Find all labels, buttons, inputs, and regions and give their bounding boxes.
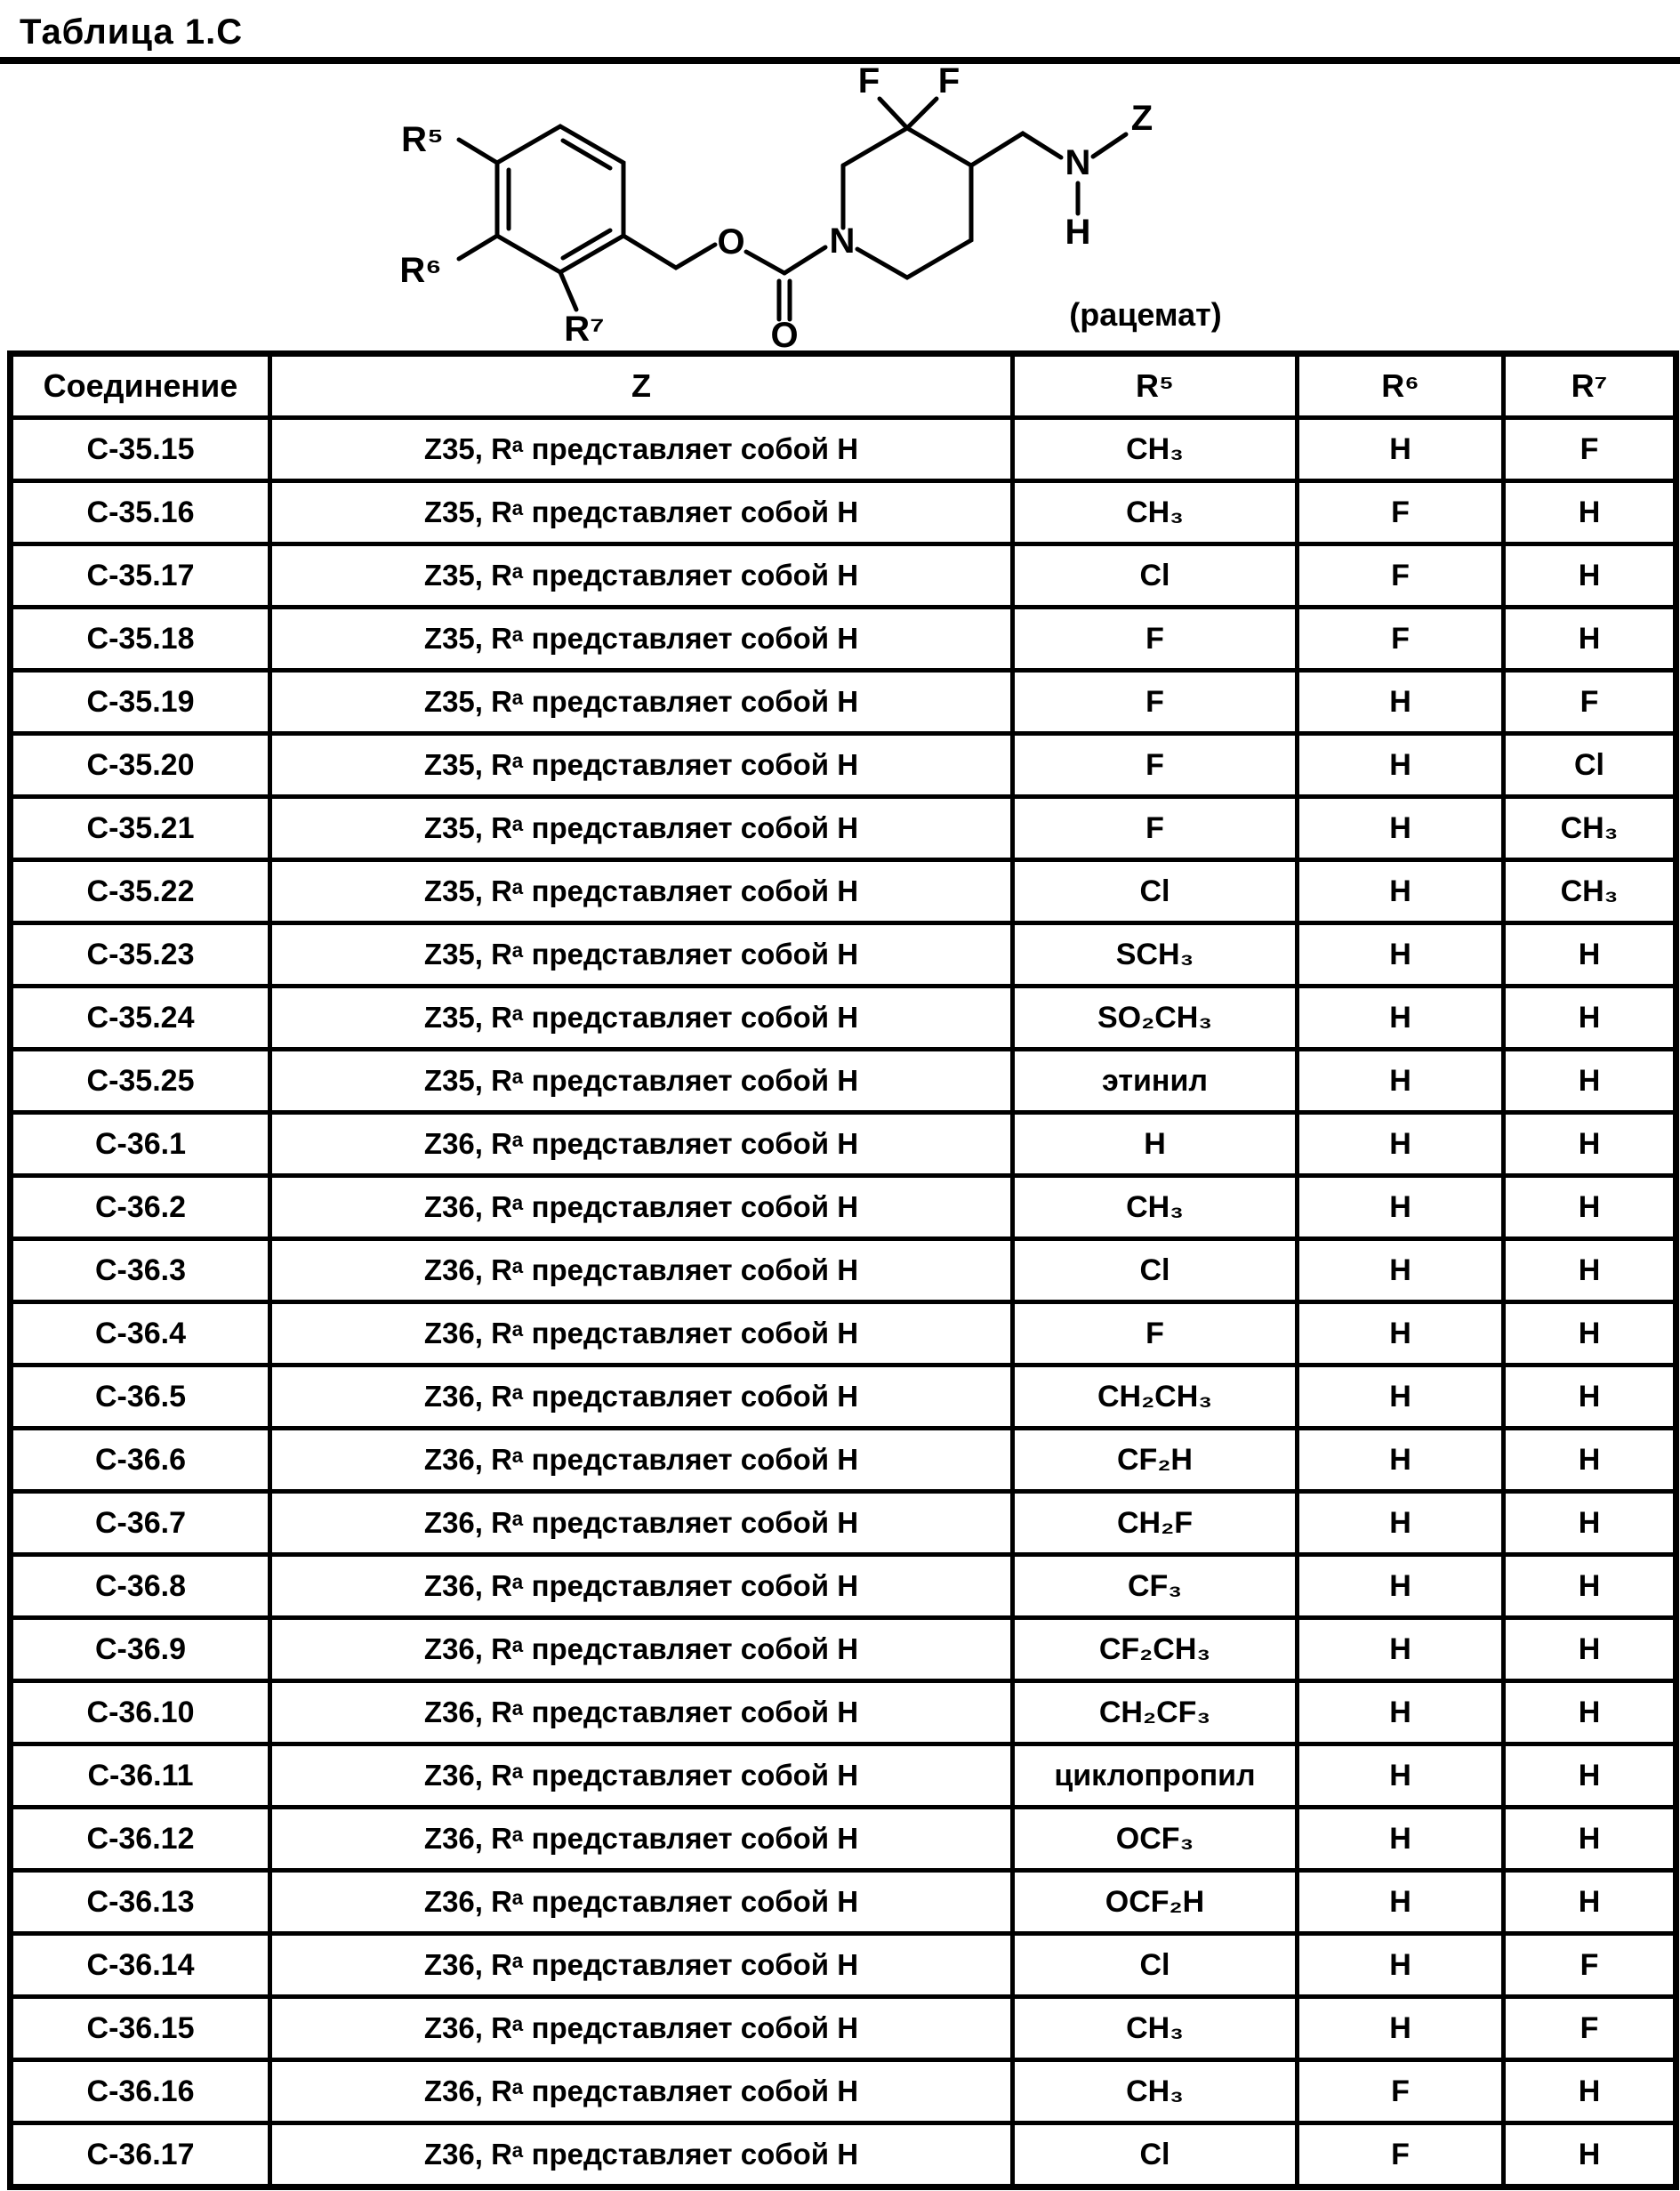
header-r7: R⁷ (1504, 354, 1676, 418)
f-left-label: F (857, 66, 880, 101)
cell-compound: C-36.2 (11, 1176, 270, 1239)
cell-r5: Cl (1013, 2123, 1298, 2187)
cell-z: Z35, Rᵃ представляет собой H (270, 734, 1013, 797)
cell-r7: F (1504, 1934, 1676, 1997)
structure-label-r7: R⁷ (564, 310, 605, 349)
cell-compound: C-35.19 (11, 671, 270, 734)
cell-r5: Cl (1013, 1934, 1298, 1997)
cell-r7: CH₃ (1504, 860, 1676, 923)
cell-z: Z36, Rᵃ представляет собой H (270, 1176, 1013, 1239)
cell-compound: C-36.8 (11, 1555, 270, 1618)
cell-compound: C-36.12 (11, 1808, 270, 1871)
cell-r7: H (1504, 1681, 1676, 1744)
cell-r7: H (1504, 1618, 1676, 1681)
cell-compound: C-36.4 (11, 1302, 270, 1365)
cell-r7: H (1504, 1302, 1676, 1365)
table-row (11, 1113, 1676, 1176)
cell-z: Z35, Rᵃ представляет собой H (270, 797, 1013, 860)
cell-r6: H (1298, 1492, 1504, 1555)
cell-compound: C-36.17 (11, 2123, 270, 2187)
cell-r7: H (1504, 1555, 1676, 1618)
cell-z: Z36, Rᵃ представляет собой H (270, 1934, 1013, 1997)
table-row (11, 1050, 1676, 1113)
cell-compound: C-35.22 (11, 860, 270, 923)
cell-compound: C-36.5 (11, 1365, 270, 1429)
cell-r7: H (1504, 1239, 1676, 1302)
structure-label-r6: R⁶ (399, 251, 442, 290)
cell-compound: C-36.1 (11, 1113, 270, 1176)
cell-compound: C-36.3 (11, 1239, 270, 1302)
benzylic-bond (623, 236, 715, 268)
benzene-double-bond-1 (563, 141, 610, 168)
cell-r6: H (1298, 418, 1504, 481)
cell-r7: H (1504, 1365, 1676, 1429)
cell-r6: F (1298, 481, 1504, 544)
cell-r7: H (1504, 481, 1676, 544)
cell-r7: H (1504, 1113, 1676, 1176)
cell-z: Z35, Rᵃ представляет собой H (270, 987, 1013, 1050)
cell-compound: C-36.11 (11, 1744, 270, 1808)
table-row (11, 1618, 1676, 1681)
cell-r6: H (1298, 1871, 1504, 1934)
cell-r6: H (1298, 1429, 1504, 1492)
cell-r7: H (1504, 608, 1676, 671)
table-row (11, 923, 1676, 987)
table-row (11, 1934, 1676, 1997)
cell-r5: CF₂CH₃ (1013, 1618, 1298, 1681)
header-r5: R⁵ (1013, 354, 1298, 418)
cell-z: Z36, Rᵃ представляет собой H (270, 1618, 1013, 1681)
z-bond (1093, 134, 1126, 157)
chemical-structure (293, 66, 1245, 349)
cell-r6: H (1298, 1176, 1504, 1239)
table-row (11, 1492, 1676, 1555)
cell-z: Z36, Rᵃ представляет собой H (270, 1365, 1013, 1429)
cell-r5: F (1013, 671, 1298, 734)
table-row (11, 1681, 1676, 1744)
cell-z: Z35, Rᵃ представляет собой H (270, 1050, 1013, 1113)
cell-r5: CH₃ (1013, 2060, 1298, 2123)
cell-r5: CH₃ (1013, 1997, 1298, 2060)
table-row (11, 671, 1676, 734)
table-row (11, 1808, 1676, 1871)
header-compound: Соединение (11, 354, 270, 418)
carbonyl-oxygen-label: O (770, 316, 799, 349)
cell-compound: C-35.18 (11, 608, 270, 671)
title-rule (0, 57, 1680, 64)
table-row (11, 987, 1676, 1050)
cell-r7: H (1504, 1176, 1676, 1239)
table-row (11, 1429, 1676, 1492)
cell-z: Z36, Rᵃ представляет собой H (270, 1871, 1013, 1934)
cell-r7: H (1504, 1744, 1676, 1808)
cell-compound: C-36.15 (11, 1997, 270, 2060)
f-left-bond (880, 99, 907, 128)
cell-r7: H (1504, 1429, 1676, 1492)
cell-r5: CH₃ (1013, 1176, 1298, 1239)
cell-z: Z36, Rᵃ представляет собой H (270, 1113, 1013, 1176)
table-row (11, 1997, 1676, 2060)
cell-z: Z36, Rᵃ представляет собой H (270, 1429, 1013, 1492)
cell-r5: Cl (1013, 1239, 1298, 1302)
cell-r6: H (1298, 1113, 1504, 1176)
cell-z: Z36, Rᵃ представляет собой H (270, 1681, 1013, 1744)
cell-r6: H (1298, 797, 1504, 860)
table-row (11, 734, 1676, 797)
compound-table (7, 350, 1679, 2190)
table-row (11, 1302, 1676, 1365)
table-row (11, 860, 1676, 923)
benzene-ring (497, 126, 623, 272)
piperidine-ring-top (843, 128, 971, 278)
cell-r5: F (1013, 1302, 1298, 1365)
cell-r7: H (1504, 1871, 1676, 1934)
cell-compound: C-36.9 (11, 1618, 270, 1681)
cell-r5: Cl (1013, 544, 1298, 608)
cell-r7: H (1504, 2123, 1676, 2187)
cell-r6: H (1298, 1808, 1504, 1871)
amine-nitrogen-label: N (1065, 143, 1091, 182)
piperidine-nitrogen-label: N (829, 222, 856, 261)
cell-r6: H (1298, 1555, 1504, 1618)
cell-r6: H (1298, 671, 1504, 734)
cell-z: Z36, Rᵃ представляет собой H (270, 1808, 1013, 1871)
cell-z: Z35, Rᵃ представляет собой H (270, 671, 1013, 734)
table-row (11, 2060, 1676, 2123)
cell-r6: F (1298, 608, 1504, 671)
f-right-bond (907, 99, 936, 128)
cell-z: Z36, Rᵃ представляет собой H (270, 2060, 1013, 2123)
cell-z: Z36, Rᵃ представляет собой H (270, 1997, 1013, 2060)
table-row (11, 1744, 1676, 1808)
cell-r6: H (1298, 1050, 1504, 1113)
cell-r7: H (1504, 923, 1676, 987)
cell-r6: H (1298, 1744, 1504, 1808)
cell-z: Z35, Rᵃ представляет собой H (270, 860, 1013, 923)
cell-r6: H (1298, 1934, 1504, 1997)
cell-r7: H (1504, 1808, 1676, 1871)
table-row (11, 797, 1676, 860)
table-row (11, 418, 1676, 481)
header-r6: R⁶ (1298, 354, 1504, 418)
header-z: Z (270, 354, 1013, 418)
structure-label-r5: R⁵ (401, 120, 444, 159)
cell-r7: H (1504, 1492, 1676, 1555)
table-body (11, 418, 1676, 2187)
cell-r5: CF₃ (1013, 1555, 1298, 1618)
cell-compound: C-35.21 (11, 797, 270, 860)
cell-r5: CH₂F (1013, 1492, 1298, 1555)
cell-r5: OCF₃ (1013, 1808, 1298, 1871)
r7-bond (560, 272, 576, 310)
cell-r5: F (1013, 734, 1298, 797)
cell-r7: H (1504, 987, 1676, 1050)
cell-r6: H (1298, 860, 1504, 923)
table-row (11, 2123, 1676, 2187)
cell-r7: Cl (1504, 734, 1676, 797)
r5-bond (459, 140, 497, 163)
header-row (11, 354, 1676, 418)
table-row (11, 481, 1676, 544)
cell-r5: SO₂CH₃ (1013, 987, 1298, 1050)
cell-z: Z35, Rᵃ представляет собой H (270, 608, 1013, 671)
cell-z: Z35, Rᵃ представляет собой H (270, 481, 1013, 544)
cell-r5: H (1013, 1113, 1298, 1176)
cell-r7: H (1504, 1050, 1676, 1113)
cell-r5: CF₂H (1013, 1429, 1298, 1492)
cell-r5: CH₃ (1013, 418, 1298, 481)
table-row (11, 1176, 1676, 1239)
cell-r7: F (1504, 418, 1676, 481)
cell-r5: CH₃ (1013, 481, 1298, 544)
methylene-chain-bond (971, 133, 1061, 165)
cell-r5: F (1013, 797, 1298, 860)
cell-r6: H (1298, 1302, 1504, 1365)
cell-r6: F (1298, 2123, 1504, 2187)
cell-r6: H (1298, 1618, 1504, 1681)
ester-oxygen-label: O (717, 222, 745, 262)
cell-r6: F (1298, 2060, 1504, 2123)
cell-compound: C-36.6 (11, 1429, 270, 1492)
cell-compound: C-35.20 (11, 734, 270, 797)
cell-r7: F (1504, 671, 1676, 734)
table-row (11, 544, 1676, 608)
cell-compound: C-36.16 (11, 2060, 270, 2123)
cell-r7: H (1504, 544, 1676, 608)
table-row (11, 1555, 1676, 1618)
cell-compound: C-36.7 (11, 1492, 270, 1555)
cell-z: Z36, Rᵃ представляет собой H (270, 1744, 1013, 1808)
cell-z: Z36, Rᵃ представляет собой H (270, 2123, 1013, 2187)
cell-r7: F (1504, 1997, 1676, 2060)
cell-compound: C-36.13 (11, 1871, 270, 1934)
carbamate-bond (784, 247, 825, 273)
amine-hydrogen-label: H (1065, 213, 1091, 252)
cell-z: Z35, Rᵃ представляет собой H (270, 544, 1013, 608)
cell-r6: H (1298, 1997, 1504, 2060)
r6-bond (459, 236, 497, 259)
cell-r5: циклопропил (1013, 1744, 1298, 1808)
cell-r5: OCF₂H (1013, 1871, 1298, 1934)
cell-compound: C-35.15 (11, 418, 270, 481)
cell-compound: C-36.14 (11, 1934, 270, 1997)
table-row (11, 1871, 1676, 1934)
page-title: Таблица 1.С (20, 12, 244, 52)
cell-r6: F (1298, 544, 1504, 608)
cell-z: Z35, Rᵃ представляет собой H (270, 923, 1013, 987)
cell-r6: H (1298, 1239, 1504, 1302)
cell-r7: CH₃ (1504, 797, 1676, 860)
cell-z: Z36, Rᵃ представляет собой H (270, 1239, 1013, 1302)
cell-z: Z36, Rᵃ представляет собой H (270, 1492, 1013, 1555)
cell-r7: H (1504, 2060, 1676, 2123)
cell-r5: CH₂CH₃ (1013, 1365, 1298, 1429)
cell-z: Z36, Rᵃ представляет собой H (270, 1555, 1013, 1618)
cell-compound: C-35.16 (11, 481, 270, 544)
cell-r6: H (1298, 987, 1504, 1050)
cell-r5: Cl (1013, 860, 1298, 923)
benzene-double-bond-2 (563, 230, 610, 258)
cell-r6: H (1298, 923, 1504, 987)
table-row (11, 1239, 1676, 1302)
cell-z: Z36, Rᵃ представляет собой H (270, 1302, 1013, 1365)
cell-r6: H (1298, 1365, 1504, 1429)
cell-compound: C-36.10 (11, 1681, 270, 1744)
racemate-label: (рацемат) (1069, 296, 1222, 333)
ester-bond (746, 252, 784, 273)
table-row (11, 608, 1676, 671)
cell-compound: C-35.17 (11, 544, 270, 608)
f-right-label: F (937, 66, 961, 101)
cell-r6: H (1298, 1681, 1504, 1744)
cell-compound: C-35.24 (11, 987, 270, 1050)
cell-compound: C-35.25 (11, 1050, 270, 1113)
cell-z: Z35, Rᵃ представляет собой H (270, 418, 1013, 481)
cell-r5: SCH₃ (1013, 923, 1298, 987)
cell-r5: F (1013, 608, 1298, 671)
cell-r5: CH₂CF₃ (1013, 1681, 1298, 1744)
cell-compound: C-35.23 (11, 923, 270, 987)
z-label: Z (1130, 99, 1153, 138)
cell-r6: H (1298, 734, 1504, 797)
structure-figure (0, 64, 1680, 350)
cell-r5: этинил (1013, 1050, 1298, 1113)
table-row (11, 1365, 1676, 1429)
